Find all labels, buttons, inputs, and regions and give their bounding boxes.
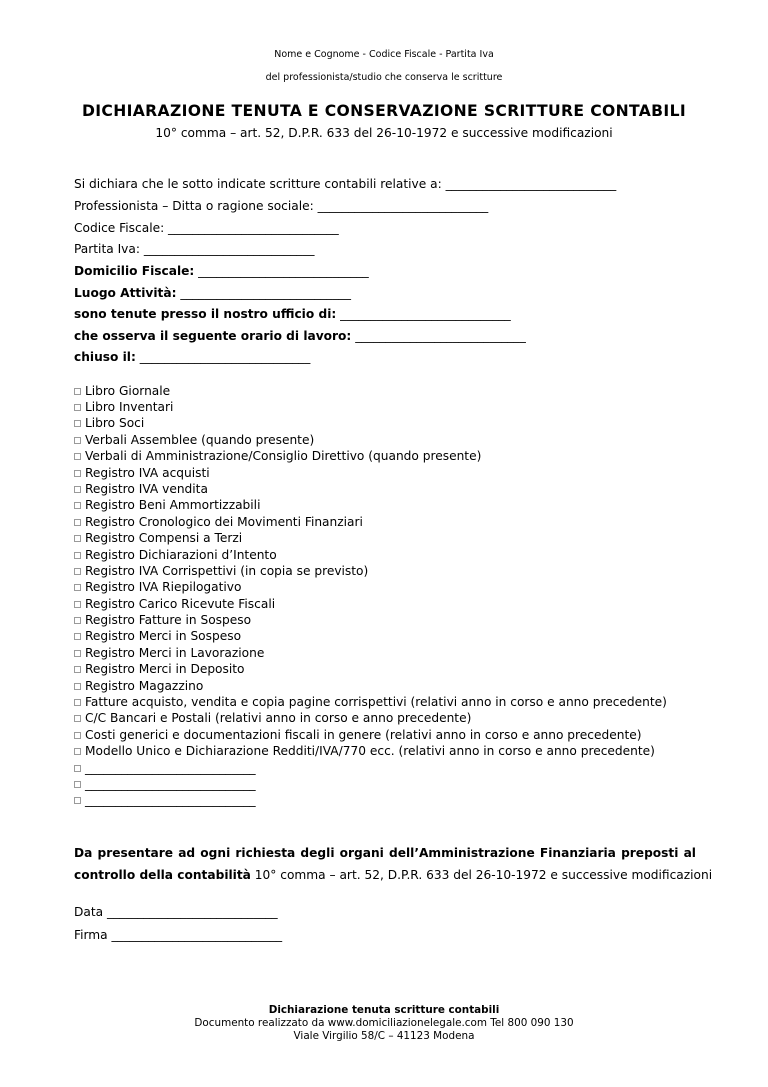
checkbox-icon[interactable] <box>74 519 81 526</box>
checkbox-icon[interactable] <box>74 633 81 640</box>
field-codice-fiscale: Codice Fiscale: ____________________________ <box>74 221 339 235</box>
header-studio-line: del professionista/studio che conserva le scritture <box>265 72 503 83</box>
checkbox-icon[interactable] <box>74 650 81 657</box>
ufficio-blank: ____________________________ <box>340 307 511 321</box>
field-professionista: Professionista – Ditta o ragione sociale: ____________________________ <box>74 199 489 213</box>
checkbox-icon[interactable] <box>74 732 81 739</box>
checklist-item[interactable] <box>74 448 481 464</box>
checkbox-icon[interactable] <box>74 765 81 772</box>
checkbox-icon[interactable] <box>74 617 81 624</box>
checkbox-icon[interactable] <box>74 552 81 559</box>
field-chiuso-il <box>74 350 310 364</box>
footer-address: Viale Virgilio 58/C – 41123 Modena <box>293 1030 475 1042</box>
checkbox-icon[interactable] <box>74 683 81 690</box>
checkbox-icon[interactable] <box>74 715 81 722</box>
checklist-item-label: Modello Unico e Dichiarazione Redditi/IVA/770 ecc. (relativi anno in corso e anno precedente) <box>85 744 655 758</box>
checklist-item-blank[interactable] <box>74 792 256 808</box>
checklist-item-label: Registro IVA vendita <box>85 482 208 496</box>
checklist-item-label: Registro IVA acquisti <box>85 466 210 480</box>
checkbox-icon[interactable] <box>74 404 81 411</box>
checkbox-icon[interactable] <box>74 666 81 673</box>
checklist-item[interactable] <box>74 415 144 431</box>
checkbox-icon[interactable] <box>74 781 81 788</box>
field-partita-iva: Partita Iva: ____________________________ <box>74 242 315 256</box>
chiuso-blank: ____________________________ <box>139 350 311 364</box>
checklist-item[interactable] <box>74 465 210 481</box>
checklist-item-label: Registro IVA Riepilogativo <box>85 580 242 594</box>
checklist-item-label: Libro Giornale <box>85 384 171 398</box>
ufficio-label: sono tenute presso il nostro ufficio di: <box>74 307 337 321</box>
checklist-item-label: Registro Carico Ricevute Fiscali <box>85 597 276 611</box>
checklist-item-label: ____________________________ <box>85 761 256 775</box>
luogo-label: Luogo Attività: <box>74 286 177 300</box>
closing-reference: 10° comma – art. 52, D.P.R. 633 del 26-10-1972 e successive modificazioni <box>250 868 713 882</box>
document-title: DICHIARAZIONE TENUTA E CONSERVAZIONE SCRITTURE CONTABILI <box>81 102 687 120</box>
field-ufficio <box>74 307 511 321</box>
checkbox-icon[interactable] <box>74 470 81 477</box>
checklist-item[interactable] <box>74 678 203 694</box>
checkbox-icon[interactable] <box>74 502 81 509</box>
closing-paragraph <box>74 846 713 886</box>
checklist-item[interactable] <box>74 514 363 530</box>
checklist-item[interactable] <box>74 694 667 710</box>
checkbox-icon[interactable] <box>74 748 81 755</box>
orario-label: che osserva il seguente orario di lavoro: <box>74 329 352 343</box>
checklist-item-label: Registro Beni Ammortizzabili <box>85 498 261 512</box>
domicilio-blank: ____________________________ <box>198 264 369 278</box>
checklist-item[interactable] <box>74 547 277 563</box>
footer-contact: Documento realizzato da www.domiciliazionelegale.com Tel 800 090 130 <box>194 1017 574 1029</box>
domicilio-label: Domicilio Fiscale: <box>74 264 195 278</box>
checklist-item-label: Libro Inventari <box>85 400 174 414</box>
checklist-item[interactable] <box>74 596 275 612</box>
checklist-item-label: Registro Dichiarazioni d’Intento <box>85 548 277 562</box>
checklist-item-blank[interactable] <box>74 760 256 776</box>
checklist-item-label: Libro Soci <box>85 416 145 430</box>
checklist-item-label: C/C Bancari e Postali (relativi anno in corso e anno precedente) <box>85 711 472 725</box>
checklist-item[interactable] <box>74 579 241 595</box>
checklist-item-label: Registro IVA Corrispettivi (in copia se previsto) <box>85 564 369 578</box>
checklist-item[interactable] <box>74 710 471 726</box>
checkbox-icon[interactable] <box>74 437 81 444</box>
checklist-item[interactable] <box>74 612 251 628</box>
date-field: Data ____________________________ <box>74 905 278 919</box>
checklist-item[interactable] <box>74 563 368 579</box>
signature-field: Firma ____________________________ <box>74 928 283 942</box>
checklist-item[interactable] <box>74 628 241 644</box>
checkbox-icon[interactable] <box>74 568 81 575</box>
header-identity-line: Nome e Cognome - Codice Fiscale - Partita Iva <box>274 49 494 60</box>
checkbox-icon[interactable] <box>74 535 81 542</box>
checklist-item-label: Registro Compensi a Terzi <box>85 531 243 545</box>
checkbox-icon[interactable] <box>74 797 81 804</box>
checklist-item[interactable] <box>74 661 245 677</box>
checklist-item-label: Registro Fatture in Sospeso <box>85 613 252 627</box>
checklist-item-label: Registro Magazzino <box>85 679 204 693</box>
checkbox-icon[interactable] <box>74 584 81 591</box>
checklist-item-label: Registro Merci in Lavorazione <box>85 646 265 660</box>
checklist-item-label: ____________________________ <box>85 793 256 807</box>
checklist-item-label: Verbali di Amministrazione/Consiglio Direttivo (quando presente) <box>85 449 482 463</box>
closing-line-1: Da presentare ad ogni richiesta degli organi dell’Amministrazione Finanziaria preposti al <box>74 846 696 860</box>
checklist-item[interactable] <box>74 727 641 743</box>
checklist-item-label: Registro Cronologico dei Movimenti Finanziari <box>85 515 363 529</box>
checklist-item[interactable] <box>74 645 264 661</box>
checklist-item-label: Registro Merci in Deposito <box>85 662 245 676</box>
luogo-blank: ____________________________ <box>180 286 351 300</box>
checkbox-icon[interactable] <box>74 699 81 706</box>
field-orario-lavoro <box>74 329 526 343</box>
checklist-item[interactable] <box>74 399 173 415</box>
checkbox-icon[interactable] <box>74 601 81 608</box>
field-domicilio-fiscale <box>74 264 369 278</box>
checklist-item[interactable] <box>74 383 170 399</box>
checkbox-icon[interactable] <box>74 388 81 395</box>
checklist-item-label: Costi generici e documentazioni fiscali in genere (relativi anno in corso e anno precedente) <box>85 728 642 742</box>
chiuso-label: chiuso il: <box>74 350 136 364</box>
checklist-item[interactable] <box>74 530 242 546</box>
checkbox-icon[interactable] <box>74 453 81 460</box>
checklist-item-blank[interactable] <box>74 776 256 792</box>
closing-line-2 <box>74 868 712 882</box>
checklist-item-label: ____________________________ <box>85 777 256 791</box>
checklist-item[interactable] <box>74 432 314 448</box>
checklist-item-label: Fatture acquisto, vendita e copia pagine corrispettivi (relativi anno in corso e anno precedente) <box>85 695 667 709</box>
orario-blank: ____________________________ <box>355 329 526 343</box>
field-luogo-attivita <box>74 286 351 300</box>
checklist-item-label: Verbali Assemblee (quando presente) <box>85 433 315 447</box>
checklist-item[interactable] <box>74 743 655 759</box>
document-subtitle: 10° comma – art. 52, D.P.R. 633 del 26-10-1972 e successive modificazioni <box>155 126 613 140</box>
checklist-item[interactable] <box>74 497 260 513</box>
checklist-item-label: Registro Merci in Sospeso <box>85 629 242 643</box>
checkbox-icon[interactable] <box>74 486 81 493</box>
checkbox-icon[interactable] <box>74 420 81 427</box>
closing-bold-phrase: controllo della contabilità <box>74 868 251 882</box>
footer-title: Dichiarazione tenuta scritture contabili <box>268 1004 500 1016</box>
field-scritture-relative: Si dichiara che le sotto indicate scritture contabili relative a: ____________________________ <box>74 177 617 191</box>
checklist-item[interactable] <box>74 481 208 497</box>
